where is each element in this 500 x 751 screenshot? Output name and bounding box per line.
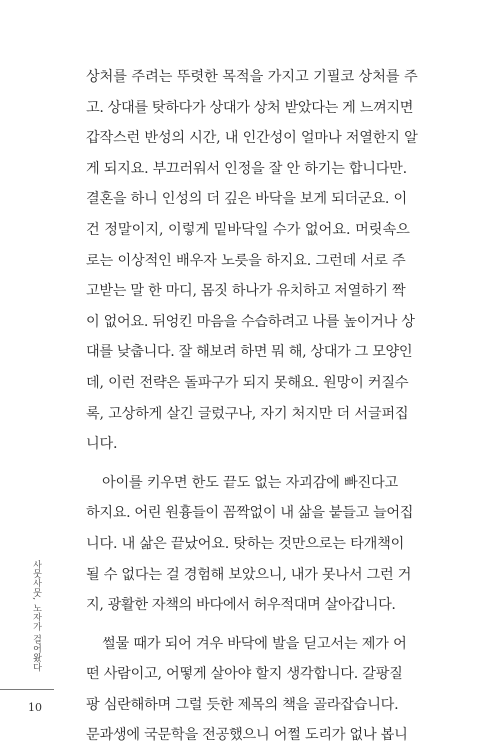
text-line: 하지요. 어린 원흉들이 꼼짝없이 내 삶을 붙들고 늘어집	[86, 505, 414, 522]
text-line: 대를 낮춥니다. 잘 해보려 하면 뭐 해, 상대가 그 모양인	[86, 344, 413, 361]
text-line: 갑작스런 반성의 시간, 내 인간성이 얼마나 저열한지 알	[86, 130, 418, 147]
text-line: 건 정말이지, 이렇게 밑바닥일 수가 없어요. 머릿속으	[86, 221, 410, 238]
text-line: 니다.	[86, 436, 118, 453]
text-line: 게 되지요. 부끄러워서 인정을 잘 안 하기는 합니다만.	[86, 160, 407, 177]
text-line: 데, 이런 전략은 돌파구가 되지 못해요. 원망이 커질수	[86, 374, 409, 391]
text-line: 될 수 없다는 걸 경험해 보았으니, 내가 못나서 그런 거	[86, 566, 412, 583]
text-line: 문과생에 국문학을 전공했으니 어쩔 도리가 없나 봅니	[86, 727, 408, 744]
text-line: 고. 상대를 탓하다가 상대가 상처 받았다는 게 느껴지면	[86, 99, 414, 116]
text-line: 고받는 말 한 마디, 몸짓 하나가 유치하고 저열하기 짝	[86, 283, 406, 300]
text-line: 지, 광활한 자책의 바다에서 허우적대며 살아갑니다.	[86, 597, 396, 614]
paragraph-gap	[86, 621, 416, 629]
text-line: 록, 고상하게 살긴 글렀구나, 자기 처지만 더 서글퍼집	[86, 405, 409, 422]
text-line: 썰물 때가 되어 겨우 바닥에 발을 딛고서는 제가 어	[102, 635, 407, 652]
text-line: 니다. 내 삶은 끝났어요. 탓하는 것만으로는 타개책이	[86, 535, 405, 552]
text-line: 결혼을 하니 인성의 더 깊은 바닥을 보게 되더군요. 이	[86, 191, 407, 208]
body-text	[86, 62, 416, 751]
text-line: 떤 사람이고, 어떻게 살아야 할지 생각합니다. 갈팡질	[86, 666, 403, 683]
footer-divider	[0, 689, 54, 690]
text-line: 팡 심란해하며 그럴 듯한 제목의 책을 골라잡습니다.	[86, 696, 399, 713]
text-line: 로는 이상적인 배우자 노릇을 하지요. 그런데 서로 주	[86, 252, 406, 269]
running-head: 사뭇사뭇, 노자가 걸어왔다	[31, 560, 41, 672]
text-line: 상처를 주려는 뚜렷한 목적을 가지고 기필코 상처를 주	[86, 69, 418, 85]
text-line: 이 없어요. 뒤엉킨 마음을 수습하려고 나를 높이거나 상	[86, 313, 415, 330]
page-number: 10	[28, 701, 42, 714]
text-line: 아이를 키우면 한도 끝도 없는 자괴감에 빠진다고	[102, 474, 398, 491]
paragraph-gap	[86, 460, 416, 468]
